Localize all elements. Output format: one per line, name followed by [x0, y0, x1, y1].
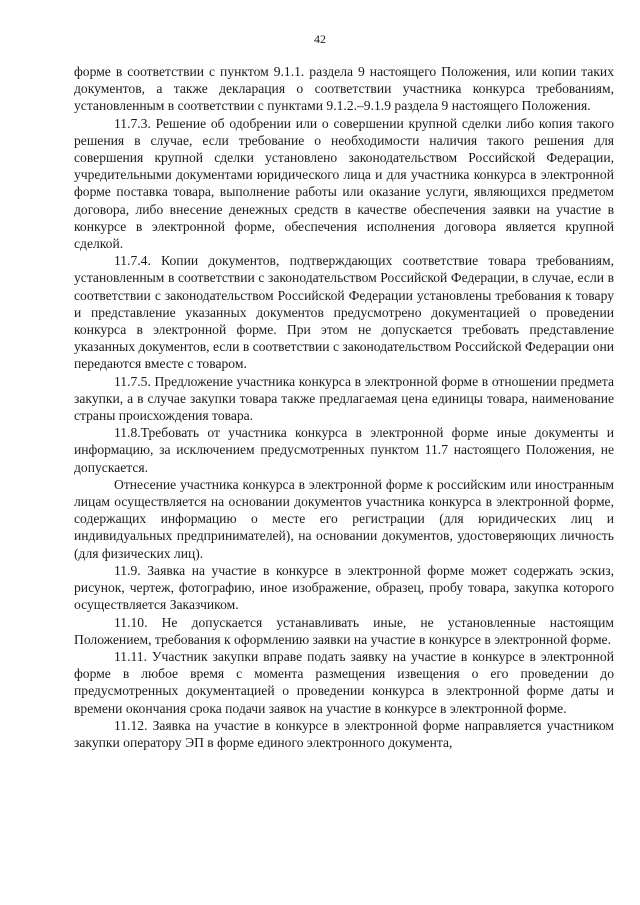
- page-number: 42: [314, 32, 326, 46]
- document-body: [74, 63, 614, 751]
- paragraph-11-7-4: 11.7.4. Копии документов, подтверждающих соответствие товара требованиям, установленным в соответствии с законодательством Российской Федерации, в случае, если в соответствии с законодательством Российской Федерации установлены требования к товару и представление указанных документов предусмотрено документацией о проведении конкурса в электронной форме. При этом не допускается требовать представление указанных документов, если в соответствии с законодательством Российской Федерации они передаются вместе с товаром.: [74, 253, 614, 372]
- paragraph-11-7-5: 11.7.5. Предложение участника конкурса в электронной форме в отношении предмета закупки, а в случае закупки товара также предлагаемая цена единицы товара, наименование страны происхождения товара.: [74, 373, 614, 424]
- paragraph-11-10: 11.10. Не допускается устанавливать иные, не установленные настоящим Положением, требования к оформлению заявки на участие в конкурсе в электронной форме.: [74, 614, 614, 647]
- paragraph-11-12: 11.12. Заявка на участие в конкурсе в электронной форме направляется участником закупки оператору ЭП в форме единого электронного документа,: [74, 717, 614, 750]
- paragraph-foreign-persons: Отнесение участника конкурса в электронной форме к российским или иностранным лицам осуществляется на основании документов участника конкурса в электронной форме, содержащих информацию о месте его регистрации (для юридических лиц и индивидуальных предпринимателей), на основании документов, удостоверяющих личность (для физических лиц).: [74, 476, 614, 561]
- paragraph-continuation: форме в соответствии с пунктом 9.1.1. раздела 9 настоящего Положения, или копии таких документов, а также декларация о соответствии участника конкурса требованиям, установленным в соответствии с пунктами 9.1.2.–9.1.9 раздела 9 настоящего Положения.: [74, 64, 614, 114]
- paragraph-11-9: 11.9. Заявка на участие в конкурсе в электронной форме может содержать эскиз, рисунок, чертеж, фотографию, иное изображение, образец, пробу товара, закупка которого осуществляется Заказчиком.: [74, 562, 614, 613]
- paragraph-11-8: 11.8.Требовать от участника конкурса в электронной форме иные документы и информацию, за исключением предусмотренных пунктом 11.7 настоящего Положения, не допускается.: [74, 425, 614, 475]
- paragraph-11-7-3: 11.7.3. Решение об одобрении или о совершении крупной сделки либо копия такого решения в случае, если требование о необходимости наличия такого решения для совершения крупной сделки установлено законодательством Российской Федерации, учредительными документами юридического лица и для участника конкурса в электронной форме поставка товара, выполнение работы или оказание услуги, являющихся предметом договора, либо внесение денежных средств в качестве обеспечения заявки на участие в конкурсе в электронной форме, обеспечения исполнения договора является крупной сделкой.: [74, 115, 614, 252]
- paragraph-11-11: 11.11. Участник закупки вправе подать заявку на участие в конкурсе в электронной форме в любое время с момента размещения извещения о его проведении до предусмотренных документацией о проведении конкурса в электронной форме даты и времени окончания срока подачи заявок на участие в конкурсе в электронной форме.: [74, 648, 614, 716]
